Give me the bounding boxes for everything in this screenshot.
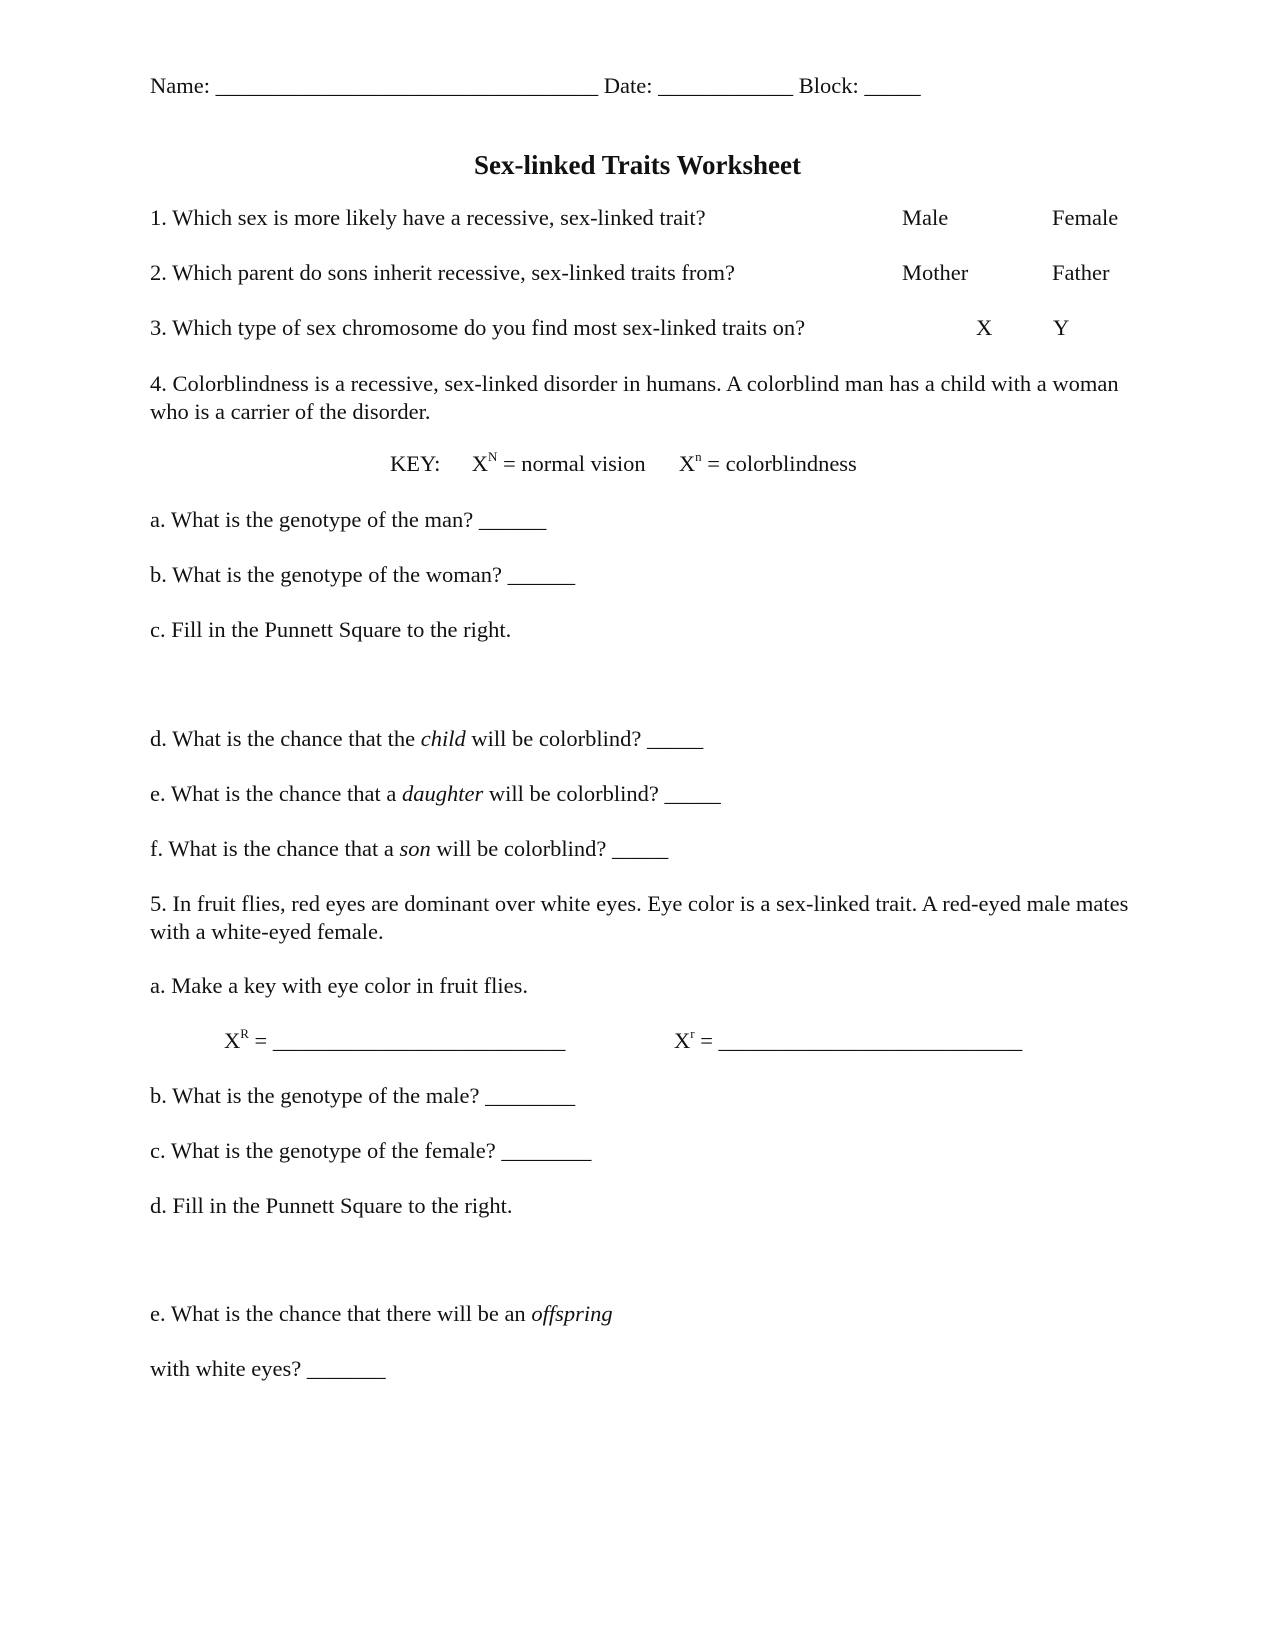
header-line — [150, 72, 921, 99]
q4-key — [390, 450, 857, 477]
q5e-continued[interactable]: with white eyes? _______ — [150, 1356, 386, 1381]
q4e[interactable]: e. What is the chance that a daughter will be colorblind? _____ — [150, 781, 721, 806]
q5-key-red[interactable]: $X^R$ = __________________________ — [224, 1026, 566, 1053]
question-2: 2. Which parent do sons inherit recessive, sex-linked traits from? — [150, 260, 736, 285]
q5d: d. Fill in the Punnett Square to the right. — [150, 1193, 513, 1218]
page-title: Sex-linked Traits Worksheet — [473, 150, 802, 180]
q5c[interactable]: c. What is the genotype of the female? ________ — [150, 1138, 592, 1163]
name-field[interactable]: __________________________________ — [215, 73, 599, 98]
q4b[interactable]: b. What is the genotype of the woman? ______ — [150, 562, 576, 587]
q2-option-father[interactable]: Father — [1052, 260, 1110, 285]
q5b[interactable]: b. What is the genotype of the male? ________ — [150, 1083, 576, 1108]
q5-key-white[interactable]: $X^r$ = ___________________________ — [674, 1026, 1023, 1053]
question-3: 3. Which type of sex chromosome do you find most sex-linked traits on? — [150, 315, 806, 340]
date-label: Date: — [603, 73, 653, 98]
q4-key-label: KEY: — [390, 451, 441, 476]
question-4: 4. Colorblindness is a recessive, sex-linked disorder in humans. A colorblind man has a child with a woman who is a carrier of the disorder. — [150, 371, 1119, 425]
q4d[interactable]: d. What is the chance that the child will be colorblind? _____ — [150, 726, 704, 751]
q1-option-male[interactable]: Male — [902, 205, 949, 230]
q3-option-x[interactable]: X — [976, 315, 993, 340]
q4a[interactable]: a. What is the genotype of the man? ______ — [150, 507, 547, 532]
question-1: 1. Which sex is more likely have a recessive, sex-linked trait? — [150, 205, 706, 230]
q4f[interactable]: f. What is the chance that a son will be colorblind? _____ — [150, 836, 669, 861]
q5a: a. Make a key with eye color in fruit flies. — [150, 973, 528, 998]
q5e: e. What is the chance that there will be an offspring — [150, 1301, 613, 1326]
q2-option-mother[interactable]: Mother — [902, 260, 969, 285]
name-label: Name: — [150, 73, 210, 98]
question-5: 5. In fruit flies, red eyes are dominant over white eyes. Eye color is a sex-linked trait. A red-eyed male mates with a white-eyed female. — [150, 891, 1129, 945]
block-label: Block: — [798, 73, 859, 98]
q1-option-female[interactable]: Female — [1052, 205, 1119, 230]
block-field[interactable]: _____ — [864, 73, 921, 98]
q4c: c. Fill in the Punnett Square to the right. — [150, 617, 512, 642]
q4-key-normal: $X^N$ = normal vision — [471, 449, 646, 476]
q3-option-y[interactable]: Y — [1053, 315, 1070, 340]
q4-key-colorblind: $X^n$ = colorblindness — [678, 449, 857, 476]
date-field[interactable]: ____________ — [658, 73, 794, 98]
